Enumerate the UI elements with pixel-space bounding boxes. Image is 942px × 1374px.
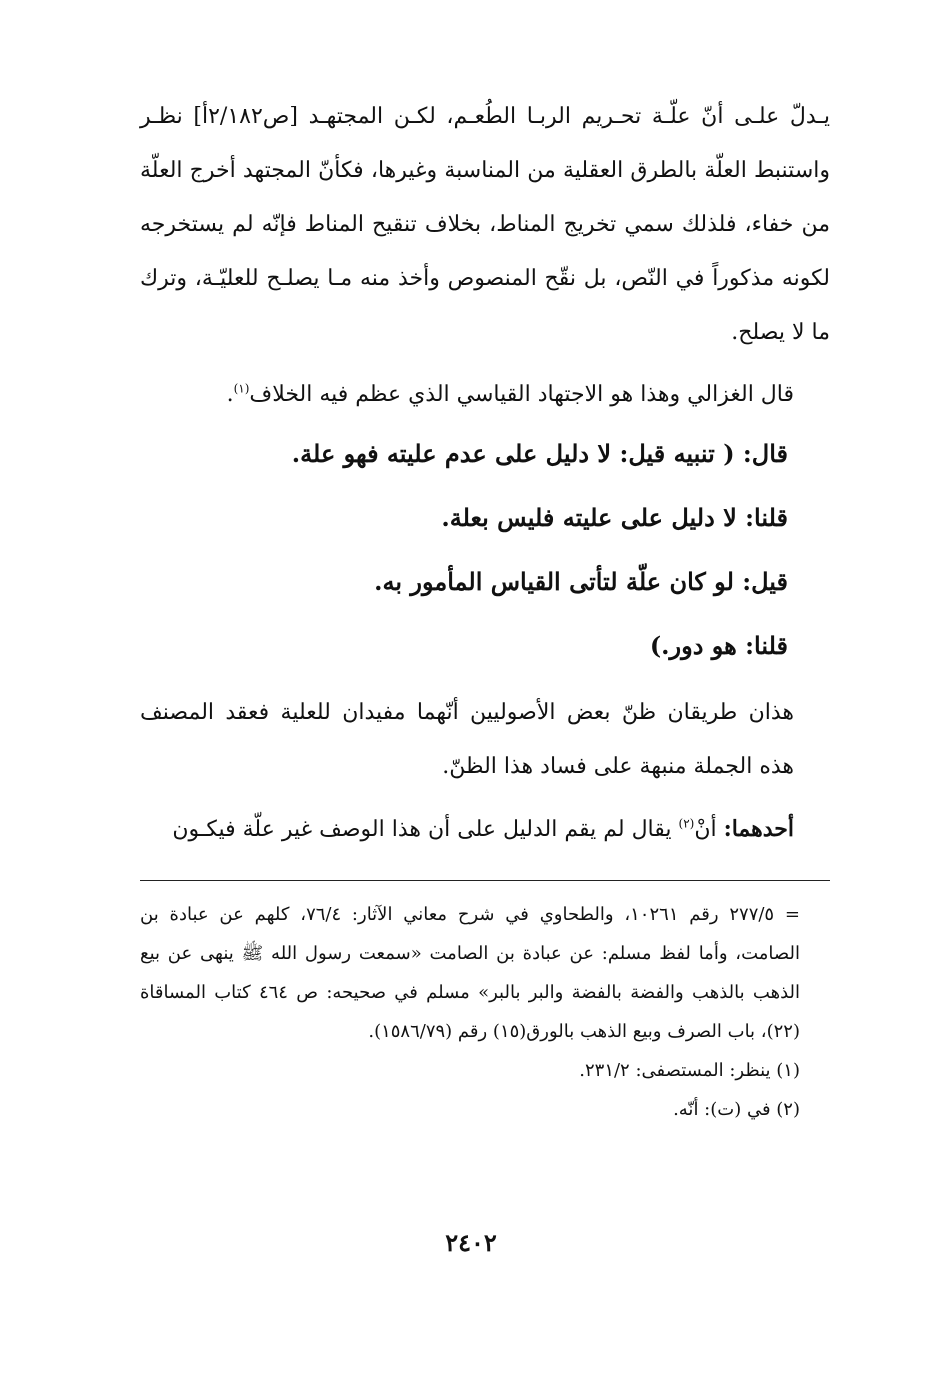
paragraph-2-end: . — [226, 382, 234, 407]
bold-line-3: قيل: لو كان علّة لتأتى القياس المأمور به. — [374, 567, 788, 596]
footnote-1: (١) ينظر: المستصفى: ٢٣١/٢. — [579, 1060, 800, 1081]
footnote-continued: = ٢٧٧/٥ رقم ١٠٢٦١، والطحاوي في شرح معاني الآثار: ٧٦/٤، كلهم عن عبادة بن الصامت، وأما لفظ مسلم: عن عبادة بن الصامت «سمعت رسول الله ﷺ ينهى عن بيع الذهب بالذهب والفضة بالفضة والبر بالبر» مسلم في صحيحه: ص ٤٦٤ كتاب المساقاة (٢٢)، باب الصرف وبيع الذهب بالورق(١٥) رقم (١٥٨٦/٧٩). — [140, 904, 801, 1042]
main-text — [140, 90, 830, 857]
paragraph-4-text-b: يقال لم يقم الدليل على أن هذا الوصف غير علّة فيكـون — [172, 817, 679, 842]
bold-line-1: قال: ( تنبيه قيل: لا دليل على عدم عليته فهو علة. — [291, 439, 788, 468]
bold-line-2: قلنا: لا دليل على عليته فليس بعلة. — [441, 503, 788, 532]
paragraph-2-text: قال الغزالي وهذا هو الاجتهاد القياسي الذي عظم فيه الخلاف — [249, 382, 794, 407]
paragraph-2 — [140, 368, 830, 422]
paragraph-1: يـدلّ علـى أنّ علّـة تحـريم الربـا الطُعـم، لكـن المجتهـد [ص٢/١٨٢أ] نظـر واستنبط العلّة بالطرق العقلية من المناسبة وغيرها، فكأنّ المجتهد أخرج العلّة من خفاء، فلذلك سمي تخريج المناط، بخلاف تنقيح المناط فإنّه لم يستخرجه لكونه مذكوراً في النّص، بل نقّح المنصوص وأخذ منه مـا يصلـح للعليّـة، وترك ما لا يصلح. — [140, 104, 830, 345]
footnote-divider — [140, 880, 830, 881]
footnote-ref-2: (٢) — [678, 816, 695, 831]
page-number: ٢٤٠٢ — [445, 1228, 497, 1257]
bold-line-4: قلنا: هو دور.) — [649, 631, 788, 660]
paragraph-4 — [140, 802, 830, 857]
paragraph-3: هذان طريقان ظنّ بعض الأصوليين أنّهما مفيدان للعلية فعقد المصنف هذه الجملة منبهة على فساد هذا الظنّ. — [140, 700, 794, 779]
footnotes — [140, 895, 800, 1129]
footnote-2: (٢) في (ت): أنّه. — [673, 1099, 800, 1120]
paragraph-4-text-a: أنْ — [694, 817, 724, 842]
footnote-ref-1: (١) — [233, 381, 250, 396]
paragraph-4-label: أحدهما: — [723, 816, 794, 842]
